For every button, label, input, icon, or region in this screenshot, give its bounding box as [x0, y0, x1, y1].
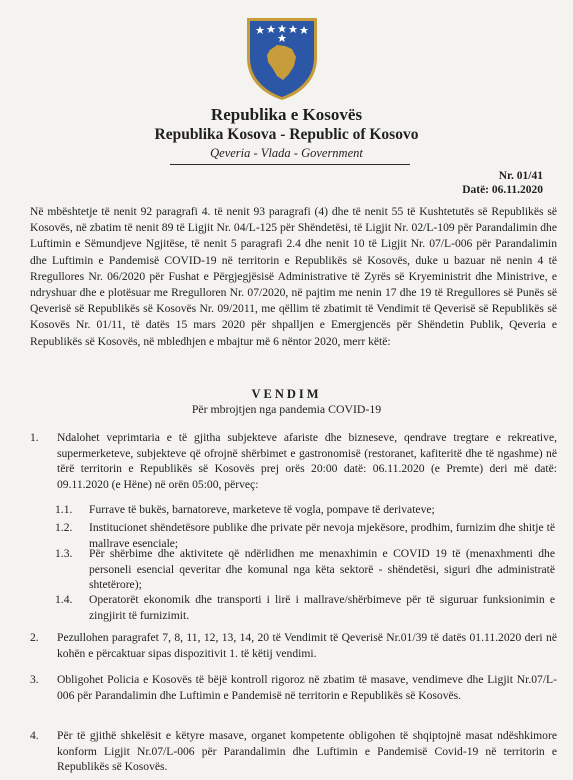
list-item	[30, 672, 557, 703]
country-name-multilingual: Republika Kosova - Republic of Kosovo	[154, 126, 419, 143]
item-number: 1.	[30, 431, 39, 444]
sub-item-text: Furrave të bukës, barnatoreve, marketeve të vogla, pompave të derivateve;	[89, 503, 435, 516]
sub-list-item	[55, 592, 555, 623]
sub-item-number: 1.1.	[55, 503, 73, 516]
preamble-paragraph: Në mbështetje të nenit 92 paragrafi 4. të nenit 93 paragrafi (4) dhe të nenit 55 të Kushtetutës së Republikës së Kosovës, në zbatim të nenit 89 të Ligjit Nr. 04/L-125 për Shëndetësi, të Ligjit Nr. 02/L-109 për Parandalimin dhe Luftimin e Sëmundjeve Ngjitëse, të nenit 5 paragrafi 2.4 dhe nenit 10 të Ligjit Nr. 07/L-006 për Parandalimin dhe Luftimin e Pandemisë COVID-19 në territorin e Republikës së Kosovës, duke u bazuar në nenin 4 të Rregullores Nr. 06/2020 për Fushat e Përgjegjësisë Administrative të Zyrës së Kryeministrit dhe Ministrive, e ndryshuar dhe e plotësuar me Rregulloren Nr. 07/2020, në pajtim me nenin 17 dhe 19 të Rregullores së Punës së Qeverisë së Republikës së Kosovës Nr. 09/2011, me qëllim të zbatimit të Vendimit të Qeverisë së Republikës së Kosovës Nr. 01/11, të datës 15 mars 2020 për shpalljen e Emergjencës për Shëndetin Publik, Qeveria e Republikës së Kosovës, në mbledhjen e mbajtur më 6 nëntor 2020, merr këtë:	[30, 205, 557, 348]
item-text: Për të gjithë shkelësit e këtyre masave, organet kompetente obligohen të shqiptojnë masat ndëshkimore konform Ligjit Nr.07/L-006 për Parandalimin dhe Luftimin e Pandemisë Covid-19 në territorin e Republikës së Kosovës.	[57, 729, 557, 774]
decision-subtitle: Për mbrojtjen nga pandemia COVID-19	[191, 402, 382, 416]
item-text: Pezullohen paragrafet 7, 8, 11, 12, 13, 14, 20 të Vendimit të Qeverisë Nr.01/39 të datës 01.11.2020 deri në kohën e përcaktuar sipas dispozitivit 1. të këtij vendimi.	[57, 631, 557, 660]
sub-list-item	[55, 502, 555, 518]
list-item	[30, 430, 557, 492]
item-number: 4.	[30, 729, 39, 742]
list-item	[30, 630, 557, 661]
sub-item-text: Operatorët ekonomik dhe transporti i lirë i mallrave/shërbimeve për të siguruar funksionimin e zingjirit të furnizimit.	[89, 593, 555, 622]
decision-number: Nr. 01/41	[498, 170, 543, 182]
header-divider	[170, 164, 410, 165]
sub-item-text: Për shërbime dhe aktivitete që ndërlidhen me menaxhimin e COVID 19 të (menaxhmenti dhe personeli esencial qeveritar dhe komunal nga këta sektorë - shëndetësi, siguri dhe administratë shtetërore);	[89, 547, 555, 592]
list-item	[30, 728, 557, 775]
item-text: Ndalohet veprimtaria e të gjitha subjekteve afariste dhe bizneseve, qendrave tregtare e rekreative, supermerketeve, subjekteve që ofrojnë shërbimet e gastronomisë (restoranet, kafiteritë dhe të ngashme) në tërë territorin e Republikës së Kosovës prej orës 20:00 datë: 06.11.2020 (e Premte) deri më datë: 09.11.2020 (e Hëne) në orën 05:00, përveç:	[57, 431, 557, 491]
government-line: Qeveria - Vlada - Government	[210, 146, 363, 160]
sub-item-number: 1.4.	[55, 593, 73, 606]
country-name: Republika e Kosovës	[210, 105, 363, 124]
kosovo-coat-of-arms-icon	[243, 14, 321, 102]
sub-item-number: 1.2.	[55, 521, 73, 534]
decision-title: VENDIM	[251, 387, 322, 401]
item-text: Obligohet Policia e Kosovës të bëjë kontroll rigoroz në zbatim të masave, vendimeve dhe Ligjit Nr.07/L-006 për Parandalimin dhe Luftimin e Pandemisë në territorin e Republikës së Kosovës.	[57, 673, 557, 702]
sub-item-number: 1.3.	[55, 547, 73, 560]
decision-date: Datë: 06.11.2020	[462, 184, 543, 196]
sub-list-item	[55, 546, 555, 593]
item-number: 3.	[30, 673, 39, 686]
item-number: 2.	[30, 631, 39, 644]
sub-item-text: Institucionet shëndetësore publike dhe private për nevoja mjekësore, prodhim, furnizim dhe shitje të mallrave esenciale;	[89, 521, 555, 550]
